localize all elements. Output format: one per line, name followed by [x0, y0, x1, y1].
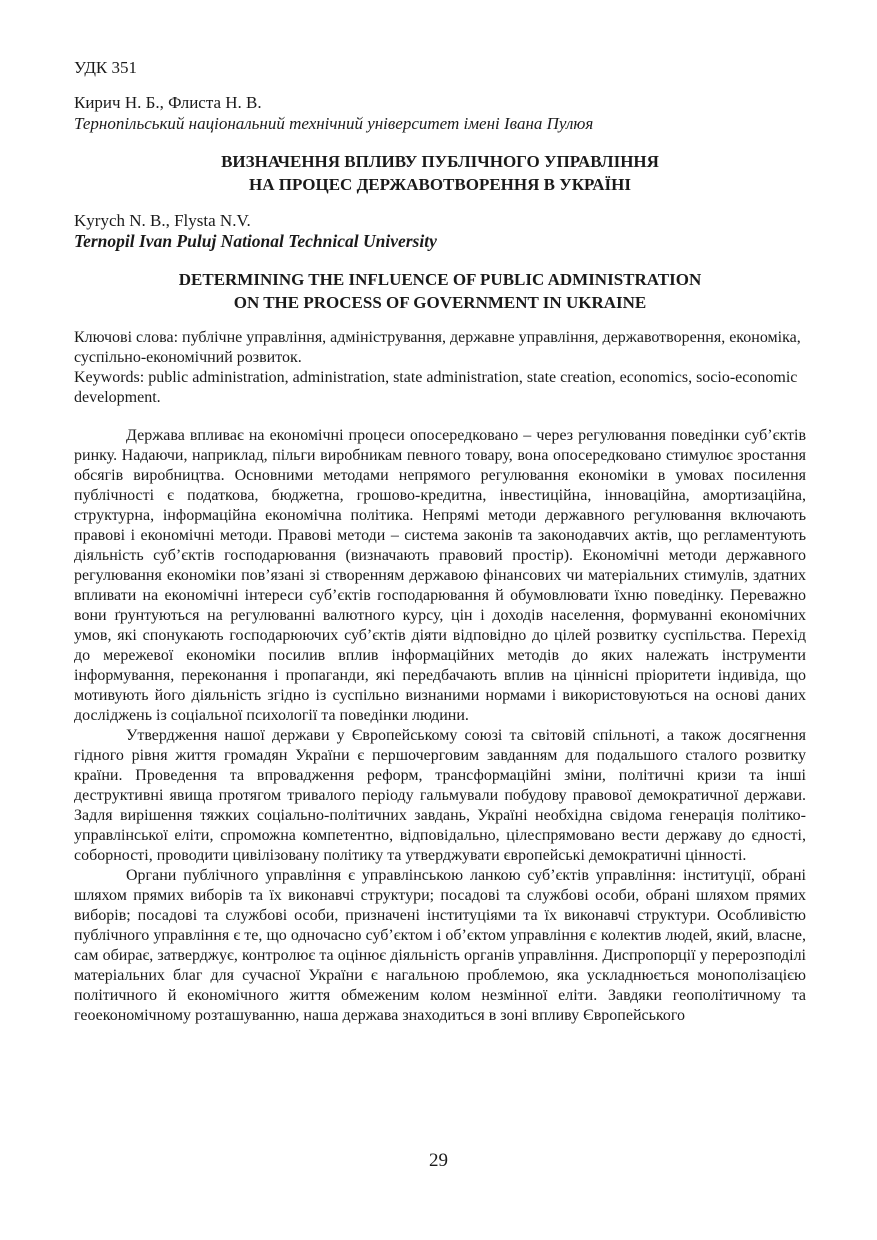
authors-en: Kyrych N. B., Flysta N.V. [74, 211, 251, 230]
affiliation-ua: Тернопільський національний технічний університет імені Івана Пулюя [74, 114, 594, 133]
title-en-line2: ON THE PROCESS OF GOVERNMENT IN UKRAINE [233, 293, 647, 312]
authors-ua: Кирич Н. Б., Флиста Н. В. [74, 93, 262, 112]
affiliation-en: Ternopil Ivan Puluj National Technical University [74, 231, 437, 251]
article-body [74, 426, 806, 1026]
keywords-en: Keywords: public administration, administration, state administration, state creation, economics, socio-economic development. [74, 369, 798, 406]
udk-code: УДК 351 [74, 58, 138, 77]
title-en-line1: DETERMINING THE INFLUENCE OF PUBLIC ADMINISTRATION [178, 270, 702, 289]
title-ua-line2: НА ПРОЦЕС ДЕРЖАВОТВОРЕННЯ В УКРАЇНІ [249, 175, 631, 194]
title-en [74, 268, 806, 314]
keywords-ua: Ключові слова: публічне управління, адміністрування, державне управління, державотворення, економіка, суспільно-економічний розвиток. [74, 329, 801, 366]
article-page [74, 58, 806, 1026]
paragraph: Утвердження нашої держави у Європейському союзі та світовій спільноті, а також досягнення гідного рівня життя громадян України є першочерговим завданням для подальшого сталого розвитку країни. Проведення та впровадження реформ, трансформаційні зміни, політичні кризи та інші деструктивні явища протягом тривалого періоду гальмували побудову правової демократичної держави. Задля вирішення тяжких соціально-політичних завдань, Україні необхідна свідома генерація політико-управлінської еліти, спроможна компетентно, відповідально, цілеспрямовано вести державу до єдності, соборності, проводити цивілізовану політику та утверджувати європейські демократичні цінності. [74, 727, 806, 864]
paragraph: Органи публічного управління є управлінською ланкою суб’єктів управління: інституції, обрані шляхом прямих виборів та їх виконавчі структури; посадові та службові особи, обрані шляхом прямих виборів; посадові та службові особи, призначені інституціями та їх виконавчі структури. Особливістю публічного управління є те, що одночасно суб’єктом і об’єктом управління є колектив людей, який, власне, сам обирає, затверджує, контролює та оцінює діяльність органів управління. Диспропорції у перерозподілі матеріальних благ для сучасної України є нагальною проблемою, яка ускладнюється монополізацією політичного й економічного життя обмеженим колом незмінної еліти. Завдяки геополітичному та геоекономічному розташуванню, наша держава знаходиться в зоні впливу Європейського [74, 867, 806, 1024]
page-number: 29 [429, 1150, 448, 1171]
paragraph: Держава впливає на економічні процеси опосередковано – через регулювання поведінки суб’єктів ринку. Надаючи, наприклад, пільги виробникам певного товару, вона опосередковано стимулює зростання обсягів виробництва. Основними методами непрямого регулювання економіки в умовах посилення публічності є податкова, бюджетна, грошово-кредитна, інвестиційна, інноваційна, амортизаційна, структурна, інформаційна економічна політика. Непрямі методи державного регулювання включають правові і економічні методи. Правові методи – система законів та законодавчих актів, що регламентують діяльність суб’єктів господарювання (визначають правовий простір). Економічні методи державного регулювання економіки пов’язані зі створенням державою фінансових чи матеріальних стимулів, здатних впливати на економічні інтереси суб’єктів господарювання й обумовлювати їхню поведінку. Переважно вони ґрунтуються на регулюванні валютного курсу, цін і доходів населення, формуванні економічних умов, які спонукають господарюючих суб’єктів діяти відповідно до цілей розвитку суспільства. Перехід до мережевої економіки посилив вплив інформаційних методів до яких належать інструменти інформування, переконання і пропаганди, які передбачають вплив на ціннісні пріоритети індивіда, що мотивують його діяльність згідно із суспільно визнаними нормами і використовуються на основі даних досліджень із соціальної психології та поведінки людини. [74, 427, 806, 724]
keywords-block [74, 328, 806, 408]
title-ua [74, 150, 806, 196]
title-ua-line1: ВИЗНАЧЕННЯ ВПЛИВУ ПУБЛІЧНОГО УПРАВЛІННЯ [221, 152, 659, 171]
